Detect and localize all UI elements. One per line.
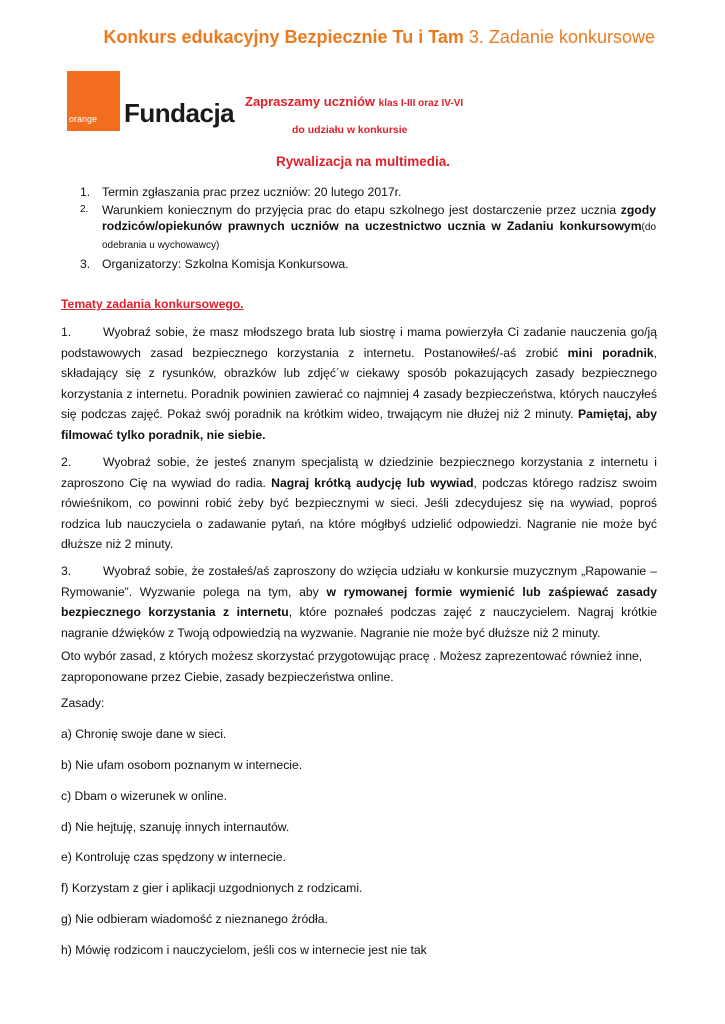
topic-number: 2. bbox=[61, 455, 72, 469]
topic-number: 3. bbox=[61, 564, 72, 578]
list-text: Organizatorzy: Szkolna Komisja Konkursowa. bbox=[102, 257, 349, 271]
principle-item: b) Nie ufam osobom poznanym w internecie. bbox=[61, 758, 303, 772]
topic-emphasis: Nagraj krótką audycję lub wywiad bbox=[271, 475, 474, 490]
contest-subtitle: Rywalizacja na multimedia. bbox=[276, 154, 451, 169]
orange-logo-icon bbox=[67, 71, 120, 131]
topic-text: , które poznałeś podczas zajęć z nauczycielem. Nagraj krótkie nagranie dźwięków z Twoją odpowiedzią na wyzwanie. Nagranie nie może być dłuższe niż 2 minuty. bbox=[61, 605, 658, 640]
invite-line-2: do udziału w konkursie bbox=[292, 124, 408, 136]
list-item bbox=[80, 256, 656, 272]
topic-emphasis: Pamiętaj, aby filmować tylko poradnik, nie siebie. bbox=[61, 407, 658, 442]
invite-classes: klas I-III oraz IV-VI bbox=[378, 98, 464, 109]
principle-item: a) Chronię swoje dane w sieci. bbox=[61, 727, 227, 741]
list-text: Termin zgłaszania prac przez uczniów: 20 lutego 2017r. bbox=[102, 185, 402, 199]
contest-title: Konkurs edukacyjny Bezpiecznie Tu i Tam bbox=[103, 27, 464, 47]
section-title: Tematy zadania konkursowego. bbox=[61, 297, 244, 311]
invite-line-1 bbox=[245, 94, 463, 109]
list-note: (do odebrania u wychowawcy) bbox=[102, 222, 656, 251]
topic-text: , podczas którego radzisz swoim rówieśnikom, co powinni robić żeby być bezpiecznymi w sieci. Jeśli zdecydujesz się na wywiad, poproś rodzica lub nauczyciela o zadawanie pytań, na które mógłbyś udzielić odpowiedzi. Nagranie nie może być dłuższe niż 2 minuty. bbox=[61, 475, 657, 551]
list-number: 2. bbox=[80, 204, 89, 215]
topic-paragraph-3 bbox=[61, 561, 657, 643]
list-item bbox=[80, 202, 656, 254]
page-header-title bbox=[0, 27, 655, 48]
topic-text: , składający się z rysunków, obrazków lub zdjęć´w ciekawy sposób pokazujących zasady bezpiecznego korzystania z internetu. Poradnik powinien zawierać co najmniej 4 zasady bezpieczeństwa, których nauczyłeś się podczas zajęć. Pokaż swój poradnik na krótkim wideo, trwającym nie dłużej niż 2 minuty. bbox=[61, 345, 658, 421]
principle-item: g) Nie odbieram wiadomość z nieznanego źródła. bbox=[61, 912, 328, 926]
topic-paragraph-2 bbox=[61, 452, 657, 555]
topic-text: Wyobraź sobie, że jesteś znanym specjalistą w dziedzinie bezpiecznego korzystania z internetu i zaproszono Cię na wywiad do radia. bbox=[61, 455, 657, 490]
topic-text: Wyobraź sobie, że zostałeś/aś zaproszony do wzięcia udziału w konkursie muzycznym „Rapowanie – Rymowanie”. Wyzwanie polega na tym, aby bbox=[61, 564, 657, 599]
rules-list bbox=[80, 184, 656, 274]
topic-number: 1. bbox=[61, 325, 72, 339]
foundation-name: Fundacja bbox=[124, 98, 235, 128]
principle-item: d) Nie hejtuję, szanuję innych internautów. bbox=[61, 820, 290, 834]
invite-main: Zapraszamy uczniów bbox=[245, 94, 376, 109]
choice-paragraph: Oto wybór zasad, z których możesz skorzystać przygotowując pracę . Możesz zaprezentować również inne, zaproponowane przez Ciebie, zasady bezpieczeństwa online. bbox=[61, 649, 643, 684]
consent-requirement: zgody rodziców/opiekunów prawnych uczniów na uczestnictwo ucznia w Zadaniu konkursowym bbox=[102, 203, 656, 233]
principle-item: h) Mówię rodzicom i nauczycielom, jeśli cos w internecie jest nie tak bbox=[61, 943, 427, 957]
list-number: 1. bbox=[80, 185, 91, 199]
orange-brand-text: orange bbox=[69, 114, 98, 124]
principle-item: c) Dbam o wizerunek w online. bbox=[61, 789, 227, 803]
principle-item: f) Korzystam z gier i aplikacji uzgodnionych z rodzicami. bbox=[61, 881, 363, 895]
rules-label: Zasady: bbox=[61, 696, 105, 710]
topic-emphasis: w rymowanej formie wymienić lub zaśpiewać zasady bezpiecznego korzystania z internetu bbox=[61, 584, 658, 619]
list-text: Warunkiem koniecznym do przyjęcia prac do etapu szkolnego jest dostarczenie przez ucznia bbox=[102, 203, 617, 217]
list-number: 3. bbox=[80, 257, 91, 271]
topic-paragraph-1 bbox=[61, 322, 657, 445]
principle-item: e) Kontroluję czas spędzony w internecie. bbox=[61, 850, 286, 864]
topic-emphasis: mini poradnik bbox=[567, 345, 654, 360]
list-item bbox=[80, 184, 656, 200]
task-label: 3. Zadanie konkursowe bbox=[468, 27, 655, 47]
topic-text: Wyobraź sobie, że masz młodszego brata lub siostrę i mama powierzyła Ci zadanie nauczenia go/ją podstawowych zasad bezpiecznego korzystania z internetu. Postanowiłeś/-aś zrobić bbox=[61, 325, 657, 360]
